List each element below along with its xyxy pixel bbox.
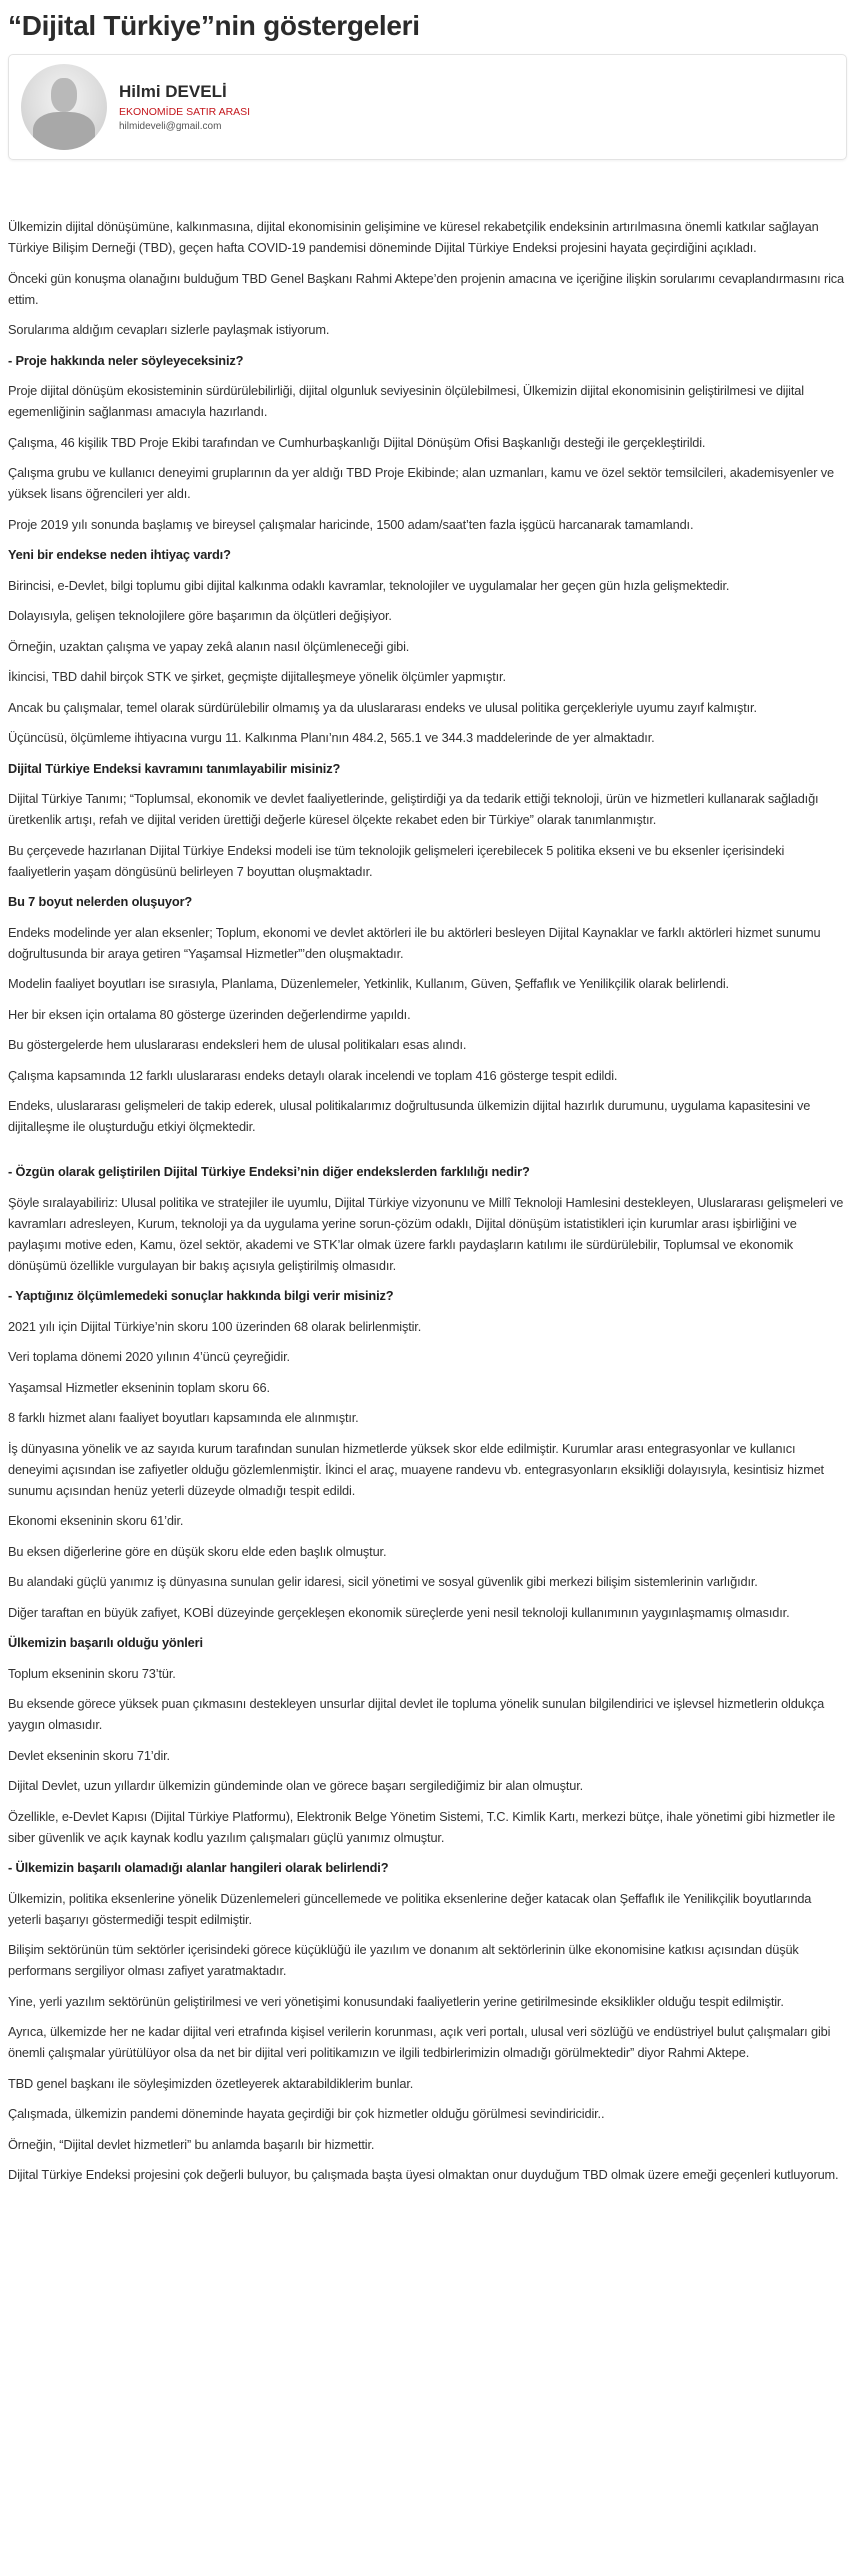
author-name[interactable]: Hilmi DEVELİ <box>119 82 227 101</box>
article-paragraph: Her bir eksen için ortalama 80 gösterge üzerinden değerlendirme yapıldı. <box>8 1006 411 1022</box>
article-paragraph: 2021 yılı için Dijital Türkiye’nin skoru 100 üzerinden 68 olarak belirlenmiştir. <box>8 1318 422 1334</box>
article-paragraph: İş dünyasına yönelik ve az sayıda kurum tarafından sunulan hizmetlerde yüksek skor elde edilmiştir. Kurumlar arası entegrasyonlar ve kullanıcı deneyimi açısından ise zafiyetler olduğu gözlemlenmiştir. İkinci el araç, muayene randevu vb. entegrasyonların eksikliği dolayısıyla, kesintisiz hizmet sunumu açısından henüz yeterli düzeyde olmadığı tespit edildi. <box>8 1440 824 1498</box>
article-paragraph: Endeks modelinde yer alan eksenler; Toplum, ekonomi ve devlet aktörleri ile bu aktörleri besleyen Dijital Kaynaklar ve farklı aktörleri hizmet sunumu doğrultusunda bir araya getiren “Yaşamsal Hizmetler”’den oluşmaktadır. <box>8 924 821 961</box>
article-subheading: - Özgün olarak geliştirilen Dijital Türkiye Endeksi’nin diğer endekslerden farklılığı nedir? <box>8 1164 530 1179</box>
article-paragraph: Örneğin, “Dijital devlet hizmetleri” bu anlamda başarılı bir hizmettir. <box>8 2136 375 2152</box>
article-paragraph: Çalışma grubu ve kullanıcı deneyimi gruplarının da yer aldığı TBD Proje Ekibinde; alan uzmanları, kamu ve özel sektör temsilcileri, akademisyenler ve yüksek lisans öğrencileri yer aldı. <box>8 465 834 501</box>
article-title: “Dijital Türkiye”nin göstergeleri <box>8 10 420 41</box>
article-paragraph: Bu göstergelerde hem uluslararası endeksleri hem de ulusal politikaları esas alındı. <box>8 1037 467 1052</box>
author-avatar <box>21 64 107 150</box>
article-paragraph: Bu çerçevede hazırlanan Dijital Türkiye Endeksi modeli ise tüm teknolojik gelişmeleri içerebilecek 5 politika ekseni ve bu eksenler içerisindeki faaliyetlerin yaşam döngüsünü belirleyen 7 boyuttan oluşmaktadır. <box>8 842 785 879</box>
article-subheading: Dijital Türkiye Endeksi kavramını tanımlayabilir misiniz? <box>8 760 341 776</box>
article-paragraph: Yaşamsal Hizmetler ekseninin toplam skoru 66. <box>8 1379 270 1395</box>
article-paragraph: Ülkemizin dijital dönüşümüne, kalkınmasına, dijital ekonomisinin gelişimine ve küresel rekabetçilik endeksinin artırılmasına önemli katkılar sağlayan Türkiye Bilişim Derneği (TBD), geçen hafta COVID-19 pandemisi döneminde Dijital Türkiye Endeksi projesini hayata geçirdiğini açıkladı. <box>8 219 819 255</box>
article-paragraph: Çalışma kapsamında 12 farklı uluslararası endeks detaylı olarak incelendi ve toplam 416 gösterge tespit edildi. <box>8 1067 618 1083</box>
article-paragraph: Sorularıma aldığım cevapları sizlerle paylaşmak istiyorum. <box>8 322 330 337</box>
article-paragraph: Diğer taraftan en büyük zafiyet, KOBİ düzeyinde gerçekleşen ekonomik süreçlerde yeni nesil teknoloji kullanımının yaygınlaşmamış olmasıdır. <box>8 1604 790 1620</box>
article-paragraph: Bu eksende görece yüksek puan çıkmasını destekleyen unsurlar dijital devlet ile topluma yönelik sunulan bilgilendirici ve işlevsel hizmetlerin oldukça yaygın olmasıdır. <box>8 1696 825 1732</box>
article-paragraph: Çalışmada, ülkemizin pandemi döneminde hayata geçirdiği bir çok hizmetler olduğu görülmesi sevindiricidir.. <box>8 2106 605 2121</box>
article-paragraph: 8 farklı hizmet alanı faaliyet boyutları kapsamında ele alınmıştır. <box>8 1410 359 1425</box>
article-paragraph: Dijital Türkiye Endeksi projesini çok değerli buluyor, bu çalışmada başta üyesi olmaktan onur duyduğum TBD olmak üzere emeği geçenleri kutluyorum. <box>8 2167 839 2182</box>
article-paragraph: Çalışma, 46 kişilik TBD Proje Ekibi tarafından ve Cumhurbaşkanlığı Dijital Dönüşüm Ofisi Başkanlığı desteği ile gerçekleştirildi. <box>8 434 706 450</box>
article-paragraph: Ayrıca, ülkemizde her ne kadar dijital veri etrafında kişisel verilerin korunması, açık veri portalı, ulusal veri sözlüğü ve endüstriyel bulut çalışmaları gibi önemli çalışmalar yürütülüyor olsa da net bir dijital veri politikamızın ve ilgili tedbirlerimizin olmadığı görülmektedir” diyor Rahmi Aktepe. <box>8 2024 831 2060</box>
article-paragraph: Üçüncüsü, ölçümleme ihtiyacına vurgu 11. Kalkınma Planı’nın 484.2, 565.1 ve 344.3 maddelerinde de yer almaktadır. <box>8 730 655 745</box>
article-paragraph: Birincisi, e-Devlet, bilgi toplumu gibi dijital kalkınma odaklı kavramlar, teknolojiler ve uygulamalar her geçen gün hızla gelişmektedir. <box>8 577 730 593</box>
article-paragraph: İkincisi, TBD dahil birçok STK ve şirket, geçmişte dijitalleşmeye yönelik ölçümler yapmıştır. <box>8 669 506 684</box>
article-paragraph: Dijital Türkiye Tanımı; “Toplumsal, ekonomik ve devlet faaliyetlerinde, geliştirdiği ya da tedarik ettiği teknoloji, ürün ve hizmetleri kullanarak sağladığı üretkenlik artışı, refah ve dijital veriden ürettiği değerle küresel ölçekte rekabet eden bir Türkiye” olarak tanımlanmıştır. <box>8 791 819 827</box>
article-paragraph: Örneğin, uzaktan çalışma ve yapay zekâ alanın nasıl ölçümleneceği gibi. <box>8 638 410 654</box>
article-paragraph: Modelin faaliyet boyutları ise sırasıyla, Planlama, Düzenlemeler, Yetkinlik, Kullanım, Güven, Şeffaflık ve Yenilikçilik olarak belirlendi. <box>8 976 729 991</box>
article-paragraph: Dolayısıyla, gelişen teknolojilere göre başarımın da ölçütleri değişiyor. <box>8 608 392 623</box>
article-paragraph: Endeks, uluslararası gelişmeleri de takip ederek, ulusal politikalarımız doğrultusunda ülkemizin dijital hazırlık durumunu, uygulama kapasitesini ve dijitalleşme ile oluşturduğu etkiyi ölçmektedir. <box>8 1098 811 1134</box>
article-paragraph: TBD genel başkanı ile söyleşimizden özetleyerek aktarabildiklerim bunlar. <box>8 2075 414 2091</box>
article-subheading: - Yaptığınız ölçümlemedeki sonuçlar hakkında bilgi verir misiniz? <box>8 1288 394 1303</box>
author-column-name[interactable]: EKONOMİDE SATIR ARASI <box>119 106 251 118</box>
article-paragraph: Veri toplama dönemi 2020 yılının 4’üncü çeyreğidir. <box>8 1349 290 1364</box>
article-subheading: Yeni bir endekse neden ihtiyaç vardı? <box>8 547 231 562</box>
article-paragraph: Devlet ekseninin skoru 71’dir. <box>8 1747 170 1763</box>
article-paragraph: Bilişim sektörünün tüm sektörler içerisindeki görece küçüklüğü ile yazılım ve donanım alt sektörlerinin ülke ekonomisine katkısı açısından düşük performans sergiliyor olması zafiyet yaratmaktadır. <box>8 1942 799 1978</box>
article-paragraph: Yine, yerli yazılım sektörünün geliştirilmesi ve veri yönetişimi konusundaki faaliyetlerin yerine getirilmesinde eksiklikler olduğu tespit edilmiştir. <box>8 1993 784 2009</box>
article-paragraph: Bu alandaki güçlü yanımız iş dünyasına sunulan gelir idaresi, sicil yönetimi ve sosyal güvenlik gibi merkezi bilişim sistemlerinin varlığıdır. <box>8 1574 758 1589</box>
author-email: hilmideveli@gmail.com <box>119 121 222 132</box>
article-paragraph: Ekonomi ekseninin skoru 61’dir. <box>8 1513 184 1528</box>
article-subheading: - Ülkemizin başarılı olamadığı alanlar hangileri olarak belirlendi? <box>8 1860 389 1875</box>
article-paragraph: Ülkemizin, politika eksenlerine yönelik Düzenlemeleri güncellemede ve politika eksenlerine değer katacak olan Şeffaflık ile Yenilikçilik boyutlarında yeterli başarıyı göstermediği tespit edilmiştir. <box>8 1890 812 1927</box>
avatar-body-shape <box>33 112 95 150</box>
article-body <box>8 216 847 2185</box>
avatar-head-shape <box>51 78 77 112</box>
article-paragraph: Proje dijital dönüşüm ekosisteminin sürdürülebilirliği, dijital olgunluk seviyesinin ölçülebilmesi, Ülkemizin dijital ekonomisinin geliştirilmesi ve dijital egemenliğinin sağlanması amacıyla hazırlandı. <box>8 383 804 419</box>
article-paragraph: Şöyle sıralayabiliriz: Ulusal politika ve stratejiler ile uyumlu, Dijital Türkiye vizyonunu ve Millî Teknoloji Hamlesini destekleyen, Uluslararası gelişmeleri ve kavramları adresleyen, Kurum, teknoloji ya da uygulama yerine sorun-çözüm odaklı, Dijital dönüşüm istatistikleri için kurumlar arası işbirliğini ve paylaşımı motive eden, Kamu, özel sektör, akademi ve STK’lar olmak üzere farklı paydaşların katılımı ile sürdürülebilir, Toplumsal ve ekonomik dönüşümü özellikle vurgulayan bir bakış açısıyla geliştirilmiş olmasıdır. <box>8 1194 844 1273</box>
article-paragraph: Bu eksen diğerlerine göre en düşük skoru elde eden başlık olmuştur. <box>8 1543 387 1559</box>
article-paragraph: Önceki gün konuşma olanağını bulduğum TBD Genel Başkanı Rahmi Aktepe’den projenin amacına ve içeriğine ilişkin sorularımı cevaplandırmasını rica ettim. <box>8 270 845 307</box>
article-subheading: Ülkemizin başarılı olduğu yönleri <box>8 1635 203 1650</box>
article-paragraph: Proje 2019 yılı sonunda başlamış ve bireysel çalışmalar haricinde, 1500 adam/saat’ten fazla işgücü harcanarak tamamlandı. <box>8 516 694 532</box>
article-subheading: - Proje hakkında neler söyleyeceksiniz? <box>8 352 244 368</box>
article-paragraph: Toplum ekseninin skoru 73’tür. <box>8 1665 176 1681</box>
article-paragraph: Özellikle, e-Devlet Kapısı (Dijital Türkiye Platformu), Elektronik Belge Yönetim Sistemi, T.C. Kimlik Kartı, merkezi bütçe, ihale yönetimi gibi hizmetler ile siber güvenlik ve açık kaynak kodlu yazılım çalışmaları güçlü yanımız olmuştur. <box>8 1808 836 1845</box>
author-info <box>119 82 250 132</box>
article-paragraph: Dijital Devlet, uzun yıllardır ülkemizin gündeminde olan ve görece başarı sergilediğimiz bir alan olmuştur. <box>8 1778 584 1793</box>
article-subheading: Bu 7 boyut nelerden oluşuyor? <box>8 894 193 909</box>
article-paragraph: Ancak bu çalışmalar, temel olarak sürdürülebilir olmamış ya da uluslararası endeks ve ulusal politika gerçekleriyle uyumu zayıf kalmıştır. <box>8 699 757 715</box>
author-card[interactable] <box>8 54 847 160</box>
